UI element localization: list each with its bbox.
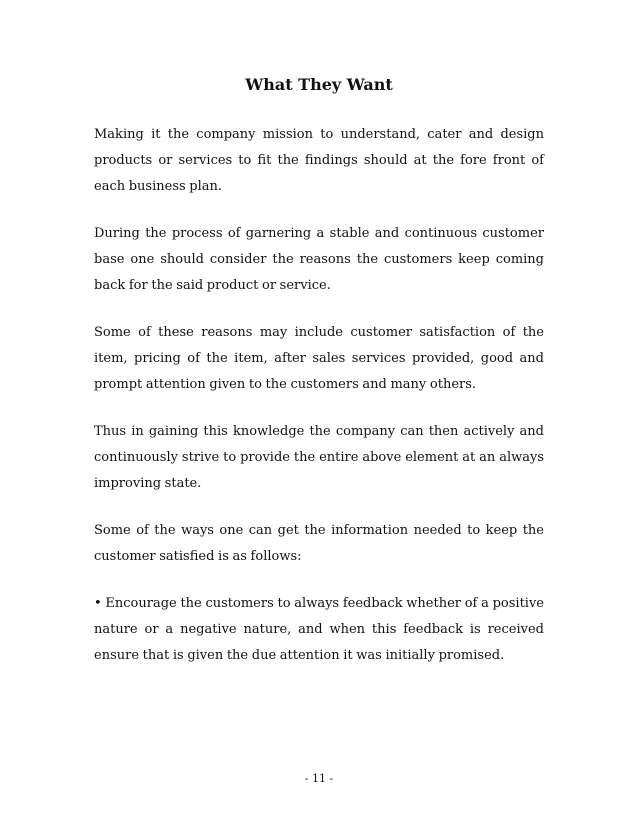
paragraph-knowledge: Thus in gaining this knowledge the company can then actively and continuously strive to provide the entire above element at an always improving state.: [94, 424, 544, 491]
bullet-item-feedback: • Encourage the customers to always feedback whether of a positive nature or a negative nature, and when this feedback is received ensure that is given the due attention it was initially promised.: [94, 596, 544, 663]
page-title: What They Want: [245, 75, 393, 94]
paragraph-ways-intro: Some of the ways one can get the information needed to keep the customer satisfied is as follows:: [94, 523, 544, 564]
paragraph-customer-base: During the process of garnering a stable and continuous customer base one should consider the reasons the customers keep coming back for the said product or service.: [94, 226, 544, 293]
body-text: [94, 122, 544, 690]
page-number: - 11 -: [304, 772, 334, 785]
paragraph-mission: Making it the company mission to understand, cater and design products or services to fit the findings should at the fore front of each business plan.: [94, 127, 544, 194]
paragraph-reasons: Some of these reasons may include customer satisfaction of the item, pricing of the item, after sales services provided, good and prompt attention given to the customers and many others.: [94, 325, 544, 392]
